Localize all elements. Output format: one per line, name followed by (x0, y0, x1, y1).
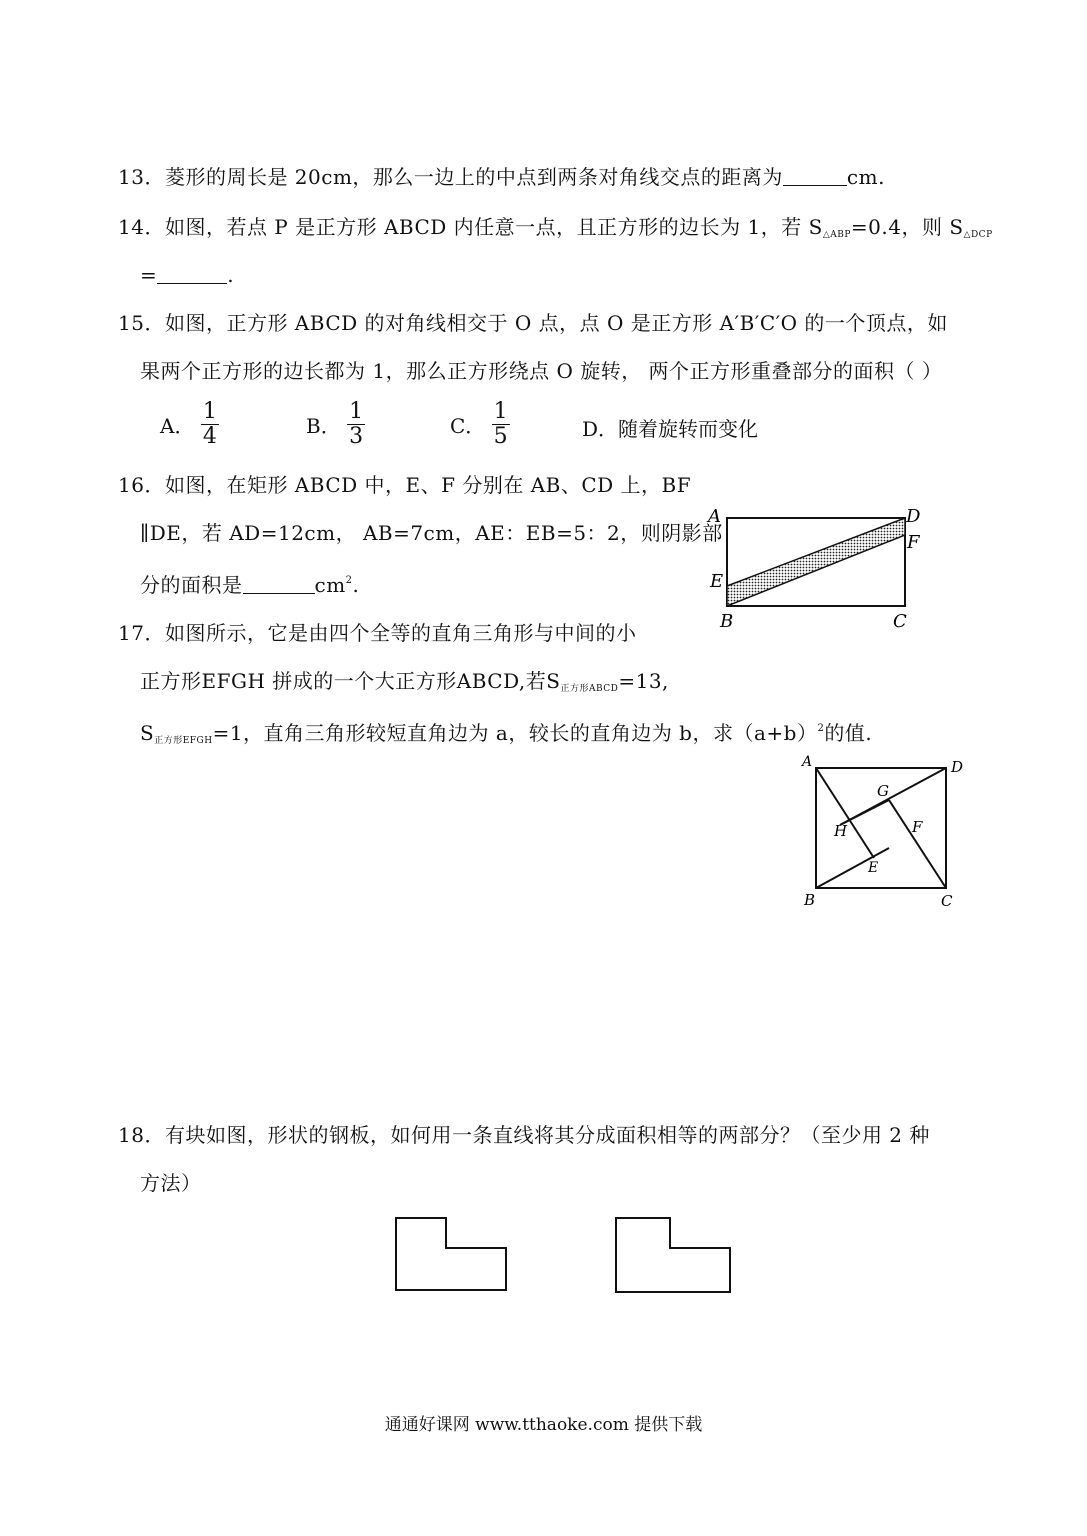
label-h: H (834, 822, 848, 840)
label-g: G (877, 782, 889, 800)
q14-text-a: 14．如图，若点 P 是正方形 ABCD 内任意一点，且正方形的边长为 1，若 S (118, 215, 823, 239)
q14-text-b: =0.4，则 S (850, 215, 964, 239)
option-c-fraction (492, 400, 510, 449)
option-a-den: 4 (202, 424, 217, 449)
q17-exponent: 2 (817, 723, 825, 734)
q17-text-b: =13, (618, 669, 669, 693)
label-b: B (804, 891, 816, 909)
q15-line1: 15．如图，正方形 ABCD 的对角线相交于 O 点，点 O 是正方形 A′B′C′O 的一个顶点，如 (118, 311, 948, 335)
q17-sub-efgh: 正方形EFGH (154, 736, 213, 746)
q18-line1: 18．有块如图，形状的钢板，如何用一条直线将其分成面积相等的两部分？（至少用 2 种 (118, 1123, 930, 1147)
q18-figures (380, 1200, 760, 1310)
q14-line2 (140, 262, 234, 288)
q16-unit-exponent: 2 (345, 575, 353, 586)
option-b-label: B． (306, 414, 341, 438)
q17-figure (800, 752, 980, 912)
option-b-fraction (347, 400, 365, 449)
q15-option-a[interactable] (160, 400, 219, 449)
label-c: C (941, 892, 953, 910)
option-a-num: 1 (202, 399, 217, 424)
q14-sub-dcp: △DCP (963, 230, 993, 240)
q14-period: . (227, 263, 235, 287)
label-d: D (906, 506, 921, 527)
shaded-region (727, 518, 905, 606)
q14-answer-blank[interactable] (157, 265, 227, 284)
l-shape-2 (616, 1218, 730, 1292)
page-footer: 通通好课网 www.tthaoke.com 提供下载 (384, 1415, 703, 1435)
q16-line2: ∥DE，若 AD=12cm， AB=7cm，AE：EB=5：2，则阴影部 (140, 521, 723, 545)
q18-line2: 方法） (140, 1171, 202, 1195)
segment-c-g (889, 800, 946, 888)
q17-sub-abcd: 正方形ABCD (560, 684, 619, 694)
q17-line1: 17．如图所示，它是由四个全等的直角三角形与中间的小 (118, 621, 637, 645)
q17-text-a: 正方形EFGH 拼成的一个大正方形ABCD,若S (140, 669, 561, 693)
q15-option-c[interactable] (450, 400, 510, 449)
option-d-label: D．随着旋转而变化 (582, 417, 759, 441)
label-e: E (710, 571, 724, 592)
option-c-label: C． (450, 414, 486, 438)
label-b: B (720, 611, 734, 632)
q13-body: 13．菱形的周长是 20cm，那么一边上的中点到两条对角线交点的距离为 (118, 165, 783, 189)
label-d: D (951, 758, 964, 776)
q15-line2: 果两个正方形的边长都为 1，那么正方形绕点 O 旋转， 两个正方形重叠部分的面积（ ） (140, 359, 943, 383)
q13-unit: cm. (846, 165, 885, 189)
q17-text-c: 的值. (824, 721, 873, 745)
l-shape-1 (396, 1218, 506, 1290)
q16-unit: cm (314, 573, 346, 597)
q14-line1 (118, 214, 993, 248)
option-c-num: 1 (493, 399, 508, 424)
label-f: F (912, 818, 923, 836)
q17-s: S (140, 721, 155, 745)
q13-answer-blank[interactable] (783, 167, 847, 186)
q13-text (118, 164, 885, 190)
q16-figure (700, 500, 940, 640)
option-c-den: 5 (493, 424, 508, 449)
option-a-fraction (201, 400, 219, 449)
option-b-num: 1 (349, 399, 364, 424)
q16-line1: 16．如图，在矩形 ABCD 中，E、F 分别在 AB、CD 上，BF (118, 473, 692, 497)
label-a: A (708, 506, 721, 527)
label-a: A (802, 754, 813, 770)
label-e: E (868, 860, 879, 876)
q15-option-d[interactable] (582, 413, 758, 442)
q14-sub-abp: △ABP (822, 230, 851, 240)
q16-text: 分的面积是 (140, 573, 243, 597)
option-b-den: 3 (349, 424, 364, 449)
q14-equals: = (140, 263, 158, 287)
q17-text-b2: =1，直角三角形较短直角边为 a，较长的直角边为 b，求（a+b） (212, 721, 818, 745)
q15-option-b[interactable] (306, 400, 365, 449)
option-a-label: A． (160, 414, 195, 438)
q17-line2 (140, 668, 669, 702)
q17-line3 (140, 716, 872, 754)
segment-g-h (840, 800, 889, 825)
label-f: F (907, 532, 920, 553)
q16-line3 (140, 568, 359, 598)
q16-answer-blank[interactable] (243, 575, 315, 594)
q16-period: . (352, 573, 360, 597)
label-c: C (893, 611, 907, 632)
